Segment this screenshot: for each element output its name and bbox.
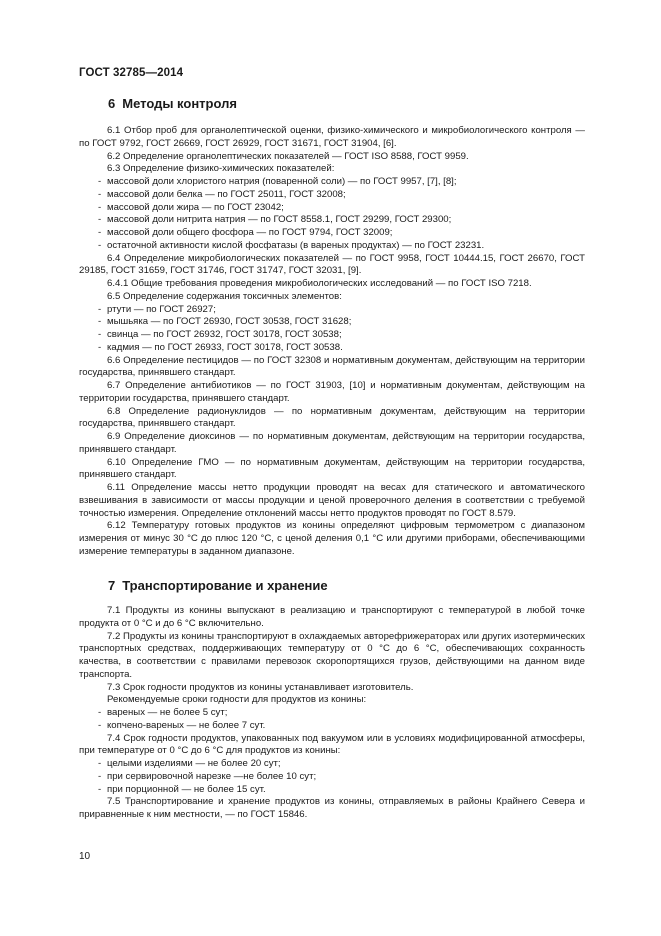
paragraph-6-1: 6.1 Отбор проб для органолептической оценки, физико-химического и микробиологического контроля — по ГОСТ 9792, ГОСТ 26669, ГОСТ 26929, ГОСТ 31671, ГОСТ 31904, [6]. — [79, 125, 585, 149]
section-7-heading — [108, 578, 328, 593]
paragraph-7-1: 7.1 Продукты из конины выпускают в реализацию и транспортируют с температурой в любой точке продукта от 0 °С и до 6 °С включительно. — [79, 605, 585, 629]
paragraph-6-12: 6.12 Температуру готовых продуктов из конины определяют цифровым термометром с диапазоном измерения от минус 30 °С до плюс 120 °С, с ценой деления 0,1 °С или другими приборами, обеспечивающими измерение температуры в заданном диапазоне. — [79, 520, 585, 557]
paragraph-6-7: 6.7 Определение антибиотиков — по ГОСТ 31903, [10] и нормативным документам, действующим на территории государства, принявшего стандарт. — [79, 380, 585, 404]
list-item: - ртути — по ГОСТ 26927; — [98, 303, 216, 315]
list-item: - кадмия — по ГОСТ 26933, ГОСТ 30178, ГОСТ 30538. — [98, 341, 343, 353]
paragraph-7-3-recommended: Рекомендуемые сроки годности для продуктов из конины: — [107, 694, 367, 706]
paragraph-7-3: 7.3 Срок годности продуктов из конины устанавливает изготовитель. — [107, 681, 414, 693]
paragraph-7-4: 7.4 Срок годности продуктов, упакованных под вакуумом или в условиях модифицированной атмосферы, при температуре от 0 °С до 6 °С для продуктов из конины: — [79, 732, 585, 757]
section-7-number: 7 — [108, 578, 116, 593]
paragraph-6-4: 6.4 Определение микробиологических показателей — по ГОСТ 9958, ГОСТ 10444.15, ГОСТ 26670, ГОСТ 29185, ГОСТ 31659, ГОСТ 31746, ГОСТ 31747, ГОСТ 32031, [9]. — [79, 252, 585, 277]
paragraph-6-10: 6.10 Определение ГМО — по нормативным документам, действующим на территории государства, принявшего стандарт. — [79, 456, 585, 481]
section-6-body — [79, 125, 585, 559]
list-item: - массовой доли белка — по ГОСТ 25011, ГОСТ 32008; — [98, 188, 346, 200]
section-6-number: 6 — [108, 96, 116, 111]
section-7-title: Транспортирование и хранение — [122, 578, 328, 593]
document-header: ГОСТ 32785—2014 — [79, 67, 184, 79]
list-item: - свинца — по ГОСТ 26932, ГОСТ 30178, ГОСТ 30538; — [98, 329, 342, 340]
list-item: - копчено-вареных — не более 7 сут. — [98, 719, 266, 731]
list-item: - вареных — не более 5 сут; — [98, 707, 228, 718]
paragraph-6-2: 6.2 Определение органолептических показателей — ГОСТ ISO 8588, ГОСТ 9959. — [107, 150, 469, 162]
list-item: - при порционной — не более 15 сут. — [98, 783, 266, 795]
list-item: - при сервировочной нарезке —не более 10 сут; — [98, 770, 317, 782]
list-item: - массовой доли нитрита натрия — по ГОСТ 8558.1, ГОСТ 29299, ГОСТ 29300; — [98, 214, 452, 226]
list-item: - массовой доли жира — по ГОСТ 23042; — [98, 201, 284, 213]
paragraph-6-11: 6.11 Определение массы нетто продукции проводят на весах для статического и автоматического взвешивания в зависимости от массы продукции и ценой проверочного деления в соответствии с требуемой точностью измерения. Определение отклонений массы нетто продуктов проводят по ГОСТ 8.579. — [79, 482, 585, 519]
paragraph-6-8: 6.8 Определение радионуклидов — по нормативным документам, действующим на территории государства, принявшего стандарт. — [79, 405, 585, 430]
paragraph-6-9: 6.9 Определение диоксинов — по нормативным документам, действующим на территории государства, принявшего стандарт. — [79, 431, 585, 455]
paragraph-7-2: 7.2 Продукты из конины транспортируют в охлаждаемых авторефрижераторах или других изотермических транспортных средствах, поддерживающих температуру от 0 °С до 6 °С, обеспечивающих сохранность качества, в соответствии с правилами перевозок скоропортящихся грузов, действующими на данном виде транспорта. — [79, 630, 585, 680]
list-item: - мышьяка — по ГОСТ 26930, ГОСТ 30538, ГОСТ 31628; — [98, 316, 352, 328]
list-item: - массовой доли хлористого натрия (поваренной соли) — по ГОСТ 9957, [7], [8]; — [98, 176, 457, 187]
paragraph-6-3: 6.3 Определение физико-химических показателей: — [107, 163, 335, 175]
paragraph-7-5: 7.5 Транспортирование и хранение продуктов из конины, отправляемых в районы Крайнего Севера и приравненные к ним местности, — по ГОСТ 15846. — [79, 796, 585, 820]
list-item: - массовой доли общего фосфора — по ГОСТ 9794, ГОСТ 32009; — [98, 227, 393, 238]
paragraph-6-5: 6.5 Определение содержания токсичных элементов: — [107, 290, 342, 302]
paragraph-6-6: 6.6 Определение пестицидов — по ГОСТ 32308 и нормативным документам, действующим на территории государства, принявшего стандарт. — [79, 354, 585, 379]
paragraph-6-4-1: 6.4.1 Общие требования проведения микробиологических исследований — по ГОСТ ISO 7218. — [107, 278, 532, 289]
page-number: 10 — [79, 851, 91, 862]
section-7-body — [79, 605, 585, 822]
section-6-heading — [108, 96, 237, 111]
section-6-title: Методы контроля — [122, 96, 237, 111]
list-item: - остаточной активности кислой фосфатазы (в вареных продуктах) — по ГОСТ 23231. — [98, 239, 485, 251]
list-item: - целыми изделиями — не более 20 сут; — [98, 758, 281, 769]
